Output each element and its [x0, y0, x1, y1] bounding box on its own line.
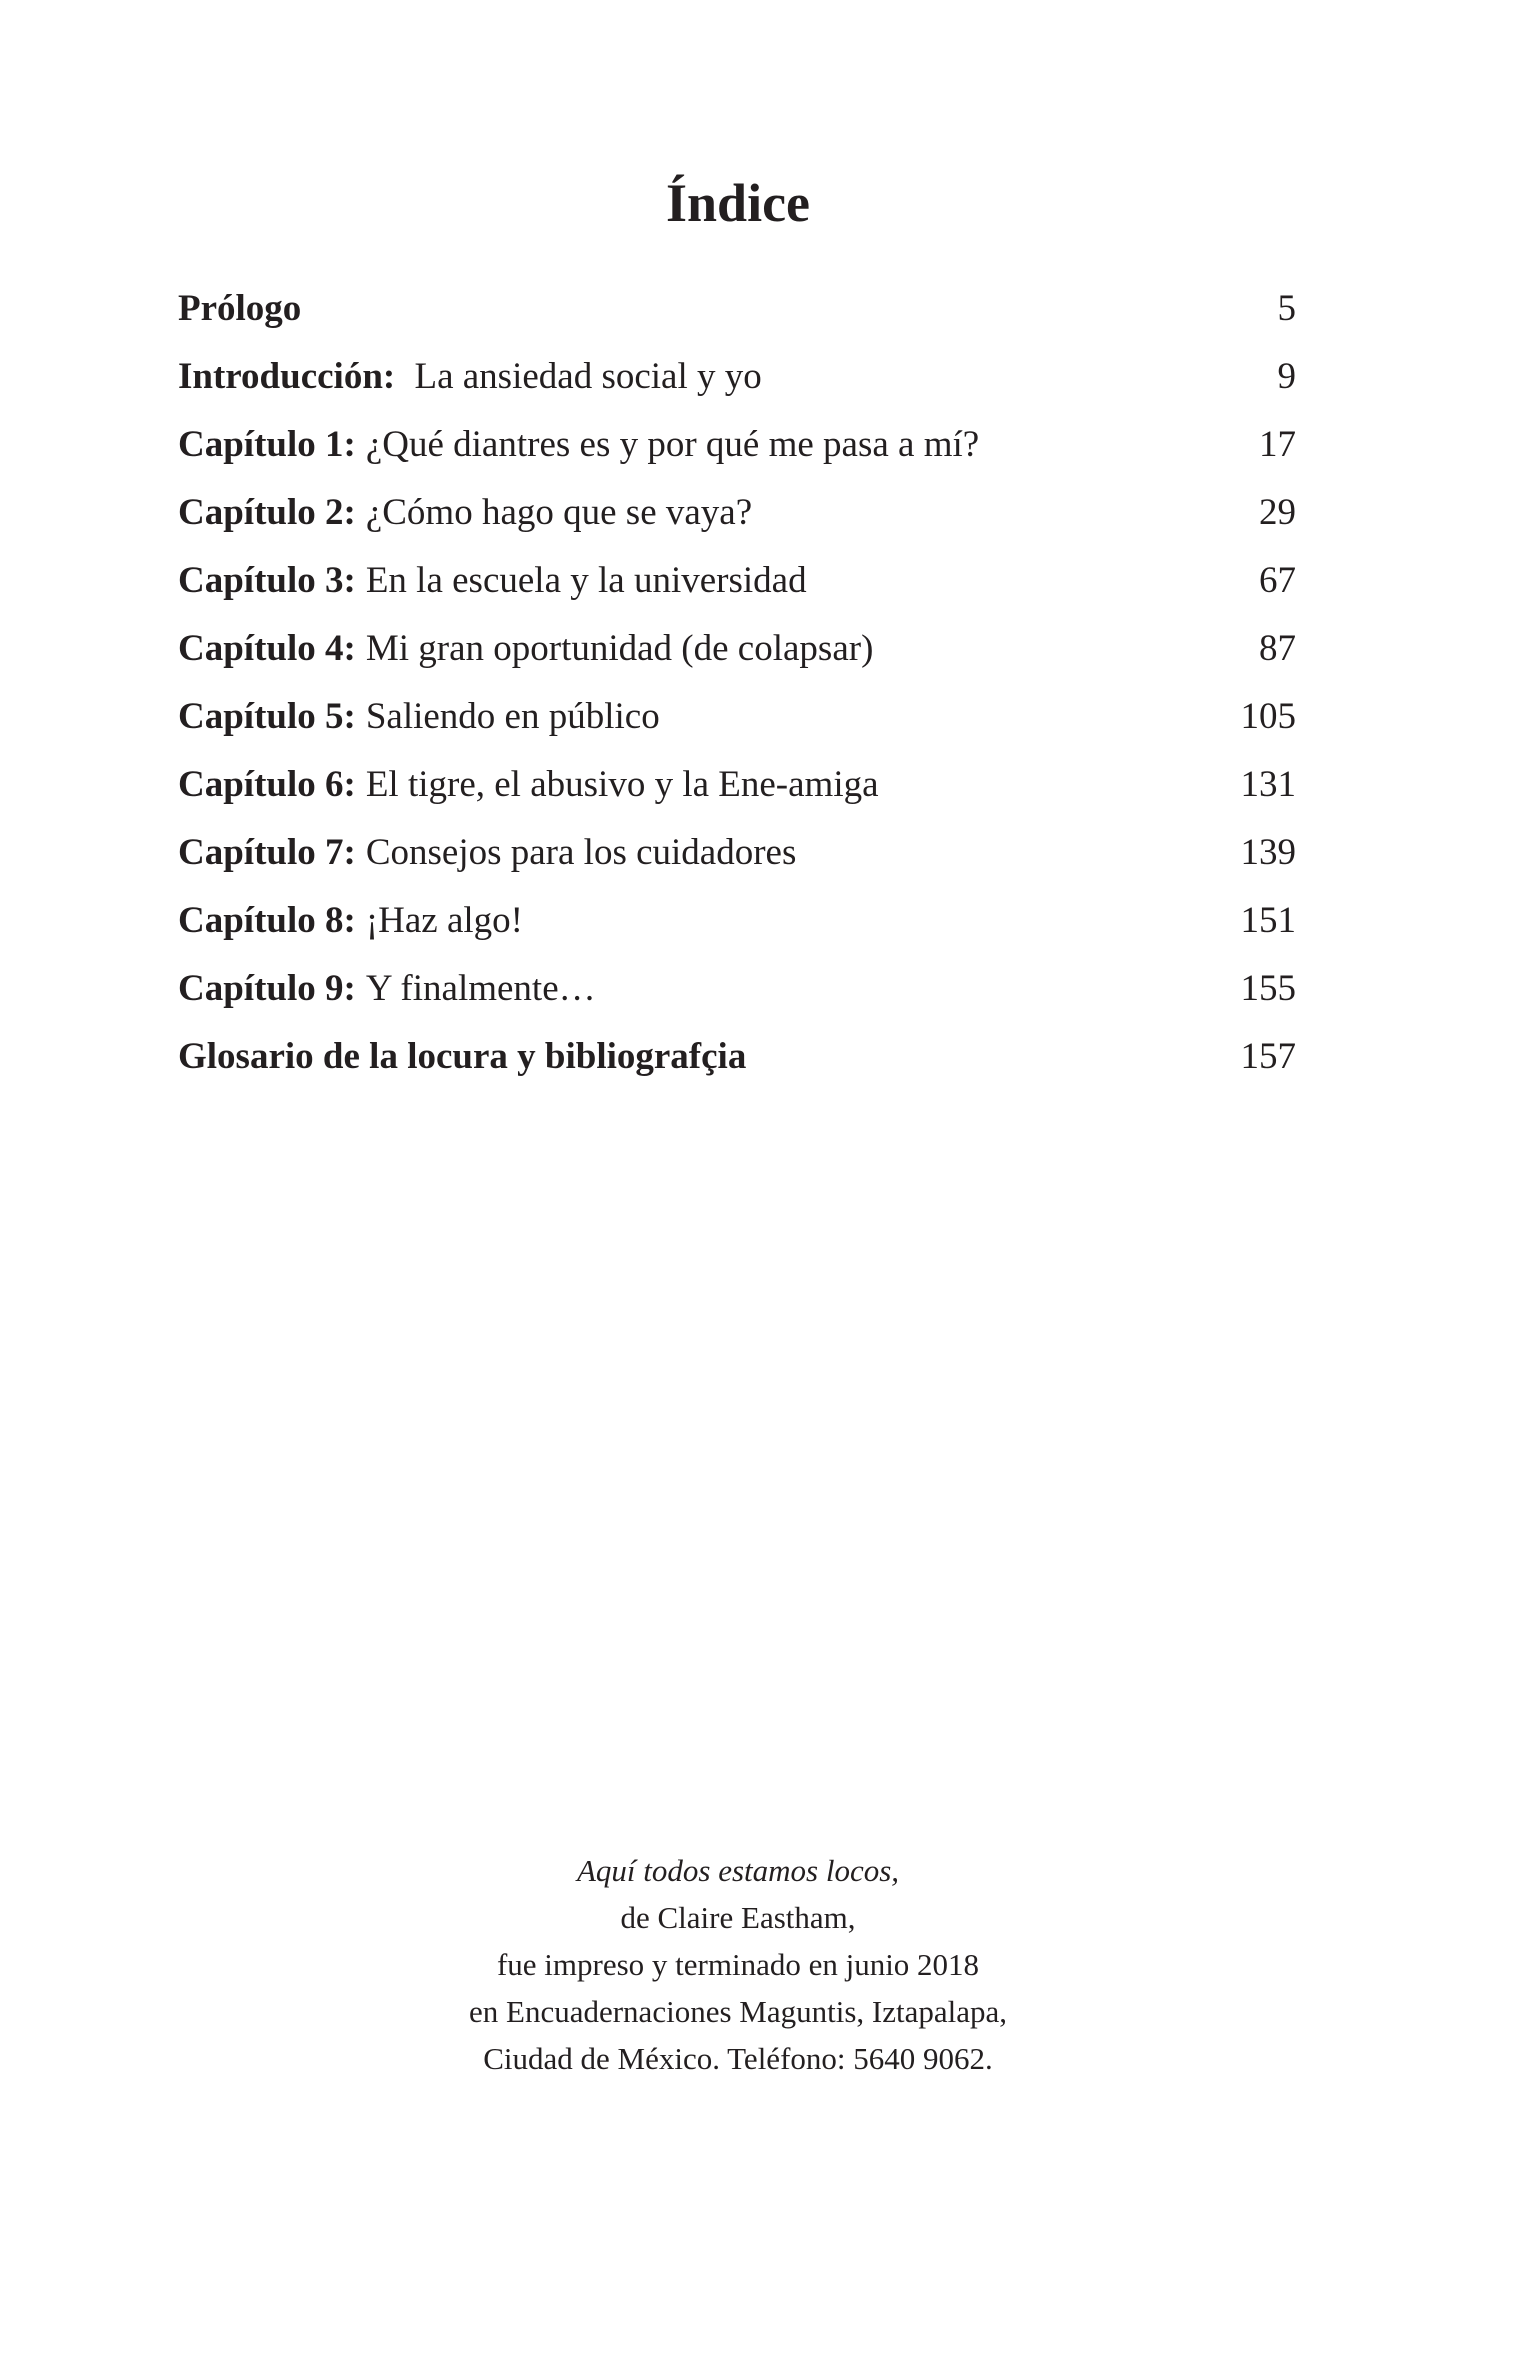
- toc-entry-label: Capítulo 3:: [178, 560, 356, 601]
- toc-entry-capitulo-2[interactable]: [178, 486, 1296, 554]
- toc-entry-introduccion[interactable]: [178, 350, 1296, 418]
- toc-entry-capitulo-9[interactable]: [178, 962, 1296, 1030]
- toc-entry-label: Introducción:: [178, 356, 396, 397]
- toc-entry-subtitle: Y finalmente…: [365, 968, 596, 1009]
- page-title: Índice: [665, 173, 811, 234]
- toc-entry-subtitle: ¿Cómo hago que se vaya?: [365, 492, 753, 533]
- toc-entry-page-number: 139: [1240, 832, 1296, 873]
- toc-entry-capitulo-3[interactable]: [178, 554, 1296, 622]
- colophon-print-date: fue impreso y terminado en junio 2018: [496, 1947, 980, 1982]
- toc-entry-page-number: 17: [1259, 424, 1296, 465]
- toc-entry-label: Capítulo 1:: [178, 424, 356, 465]
- colophon-address: Ciudad de México. Teléfono: 5640 9062.: [483, 2041, 993, 2076]
- toc-entry-capitulo-6[interactable]: [178, 758, 1296, 826]
- toc-entry-subtitle: La ansiedad social y yo: [405, 356, 762, 397]
- toc-entry-subtitle: El tigre, el abusivo y la Ene-amiga: [365, 764, 879, 805]
- toc-entry-page-number: 5: [1277, 288, 1296, 329]
- toc-entry-subtitle: Consejos para los cuidadores: [365, 832, 797, 873]
- toc-entry-subtitle: ¡Haz algo!: [365, 900, 523, 941]
- colophon-author: de Claire Eastham,: [620, 1900, 856, 1935]
- toc-entry-page-number: 67: [1259, 560, 1296, 601]
- toc-entry-capitulo-1[interactable]: [178, 418, 1296, 486]
- colophon-book-title: Aquí todos estamos locos,: [576, 1853, 900, 1888]
- toc-entry-subtitle: En la escuela y la universidad: [365, 560, 807, 601]
- toc-entry-subtitle: Saliendo en público: [365, 696, 660, 737]
- toc-entry-label: Capítulo 6:: [178, 764, 356, 805]
- toc-entry-capitulo-8[interactable]: [178, 894, 1296, 962]
- toc-entry-capitulo-7[interactable]: [178, 826, 1296, 894]
- toc-entry-label: Capítulo 7:: [178, 832, 356, 873]
- toc-entry-capitulo-4[interactable]: [178, 622, 1296, 690]
- toc-entry-page-number: 151: [1240, 900, 1296, 941]
- toc-entry-page-number: 131: [1240, 764, 1296, 805]
- colophon-printer: en Encuadernaciones Maguntis, Iztapalapa,: [469, 1994, 1007, 2029]
- toc-entry-label: Glosario de la locura y bibliografçia: [178, 1036, 747, 1077]
- toc-entry-label: Capítulo 5:: [178, 696, 356, 737]
- toc-entry-page-number: 9: [1277, 356, 1296, 397]
- toc-entry-glosario[interactable]: [178, 1030, 1296, 1098]
- toc-entry-prologo[interactable]: [178, 282, 1296, 350]
- toc-entry-subtitle: ¿Qué diantres es y por qué me pasa a mí?: [365, 424, 980, 465]
- toc-entry-label: Capítulo 2:: [178, 492, 356, 533]
- toc-entry-label: Capítulo 4:: [178, 628, 356, 669]
- toc-entry-subtitle: Mi gran oportunidad (de colapsar): [365, 628, 874, 669]
- toc-entry-page-number: 105: [1240, 696, 1296, 737]
- colophon: [0, 1847, 1476, 2082]
- toc-entry-label: Capítulo 9:: [178, 968, 356, 1009]
- toc-entry-page-number: 155: [1240, 968, 1296, 1009]
- table-of-contents: [178, 282, 1296, 1098]
- toc-entry-label: Capítulo 8:: [178, 900, 356, 941]
- toc-entry-capitulo-5[interactable]: [178, 690, 1296, 758]
- toc-entry-page-number: 29: [1259, 492, 1296, 533]
- toc-entry-page-number: 157: [1240, 1036, 1296, 1077]
- toc-entry-page-number: 87: [1259, 628, 1296, 669]
- toc-entry-label: Prólogo: [178, 288, 302, 329]
